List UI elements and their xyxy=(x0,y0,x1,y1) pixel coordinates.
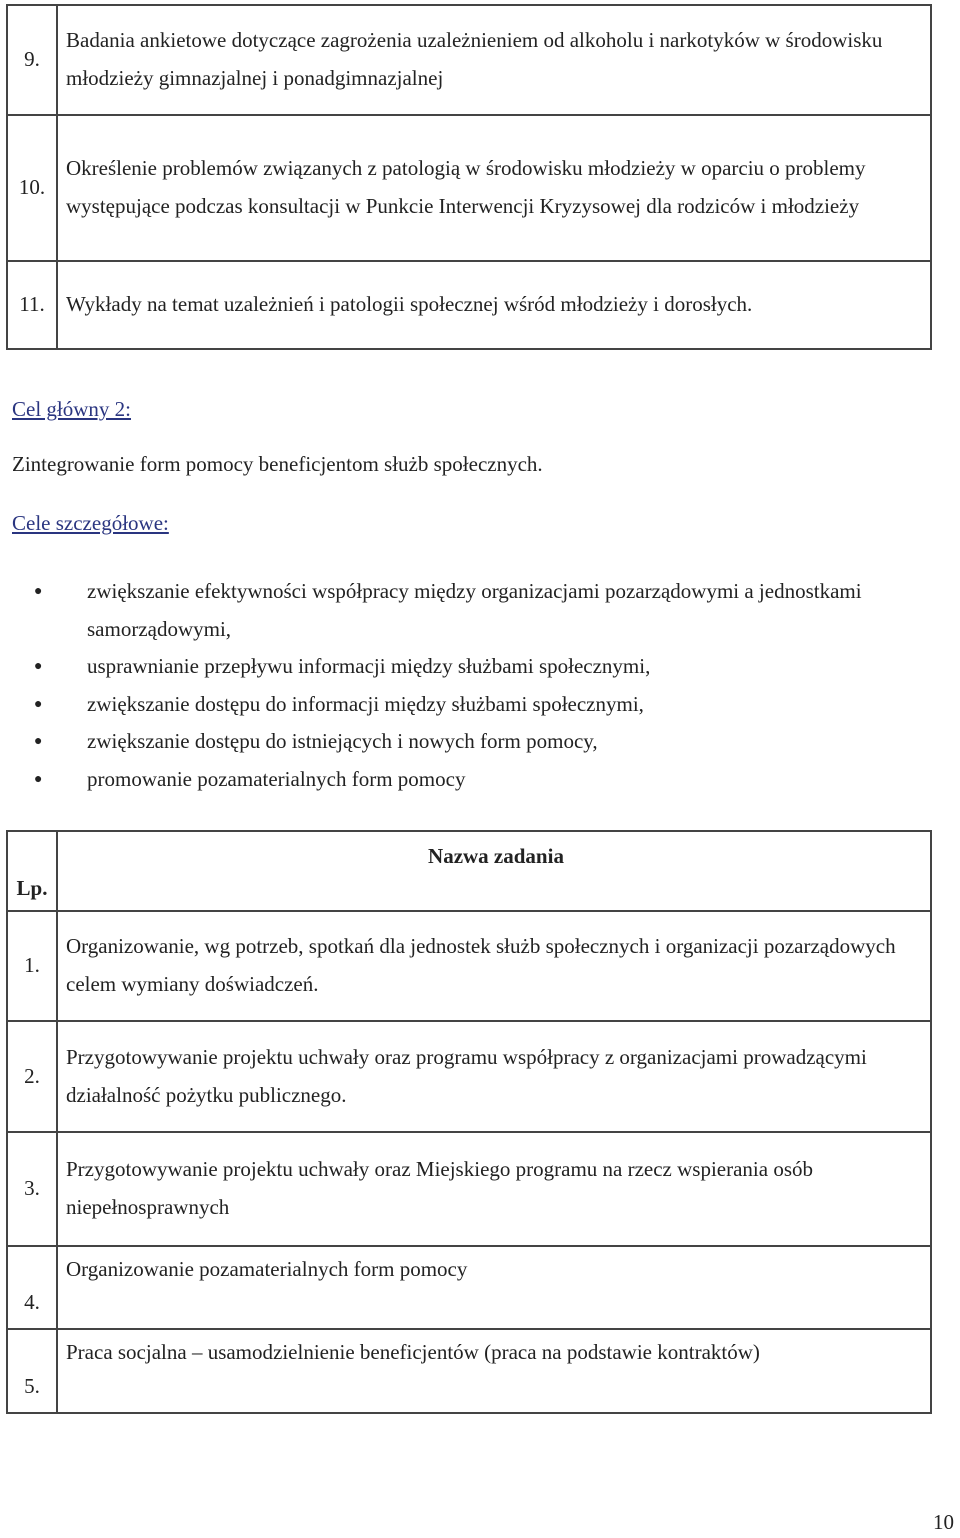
row-number: 2. xyxy=(7,1021,57,1132)
task-name: Wykłady na temat uzależnień i patologii społecznej wśród młodzieży i dorosłych. xyxy=(57,261,931,349)
row-number: 1. xyxy=(7,911,57,1021)
table-row xyxy=(7,5,931,115)
specific-goals-list xyxy=(0,573,900,798)
row-number: 9. xyxy=(7,5,57,115)
main-goal-text: Zintegrowanie form pomocy beneficjentom służb społecznych. xyxy=(12,452,543,476)
table-row xyxy=(7,911,931,1021)
top-task-table xyxy=(6,4,932,350)
task-name: Organizowanie pozamaterialnych form pomocy xyxy=(57,1246,931,1329)
table-row xyxy=(7,261,931,349)
row-number: 4. xyxy=(7,1246,57,1329)
list-item-text: promowanie pozamaterialnych form pomocy xyxy=(87,766,466,791)
table-row xyxy=(7,1246,931,1329)
task-name: Przygotowywanie projektu uchwały oraz programu współpracy z organizacjami prowadzącymi działalność pożytku publicznego. xyxy=(57,1021,931,1132)
main-goal-heading: Cel główny 2: xyxy=(12,397,131,421)
row-number: 11. xyxy=(7,261,57,349)
row-number: 5. xyxy=(7,1329,57,1413)
task-name: Przygotowywanie projektu uchwały oraz Miejskiego programu na rzecz wspierania osób niepełnosprawnych xyxy=(57,1132,931,1246)
list-item xyxy=(0,723,900,761)
list-item xyxy=(0,648,900,686)
bullet-icon: ● xyxy=(34,659,43,674)
specific-goals-heading: Cele szczegółowe: xyxy=(12,511,169,535)
task-name: Organizowanie, wg potrzeb, spotkań dla jednostek służb społecznych i organizacji pozarządowych celem wymiany doświadczeń. xyxy=(57,911,931,1021)
table-header-row xyxy=(7,831,931,911)
table-row xyxy=(7,115,931,261)
bullet-icon: ● xyxy=(34,734,43,749)
table-row xyxy=(7,1132,931,1246)
tasks-table xyxy=(6,830,932,1414)
task-name: Praca socjalna – usamodzielnienie beneficjentów (praca na podstawie kontraktów) xyxy=(57,1329,931,1413)
bullet-icon: ● xyxy=(34,584,43,599)
list-item-text: zwiększanie efektywności współpracy między organizacjami pozarządowymi a jednostkami samorządowymi, xyxy=(87,579,862,641)
row-number: 3. xyxy=(7,1132,57,1246)
bullet-icon: ● xyxy=(34,771,43,787)
task-name: Określenie problemów związanych z patologią w środowisku młodzieży w oparciu o problemy występujące podczas konsultacji w Punkcie Interwencji Kryzysowej dla rodziców i młodzieży xyxy=(57,115,931,261)
list-item xyxy=(0,573,900,648)
list-item-text: zwiększanie dostępu do informacji między służbami społecznymi, xyxy=(87,691,644,716)
bullet-icon: ● xyxy=(34,696,43,712)
column-header-number: Lp. xyxy=(7,831,57,911)
table-row xyxy=(7,1329,931,1413)
list-item xyxy=(0,686,900,724)
task-name: Badania ankietowe dotyczące zagrożenia uzależnieniem od alkoholu i narkotyków w środowisku młodzieży gimnazjalnej i ponadgimnazjalnej xyxy=(57,5,931,115)
list-item-text: zwiększanie dostępu do istniejących i nowych form pomocy, xyxy=(87,729,598,753)
page-number: 10 xyxy=(933,1510,954,1534)
table-row xyxy=(7,1021,931,1132)
list-item xyxy=(0,761,900,799)
list-item-text: usprawnianie przepływu informacji między służbami społecznymi, xyxy=(87,654,651,678)
row-number: 10. xyxy=(7,115,57,261)
column-header-task-name: Nazwa zadania xyxy=(57,831,931,911)
